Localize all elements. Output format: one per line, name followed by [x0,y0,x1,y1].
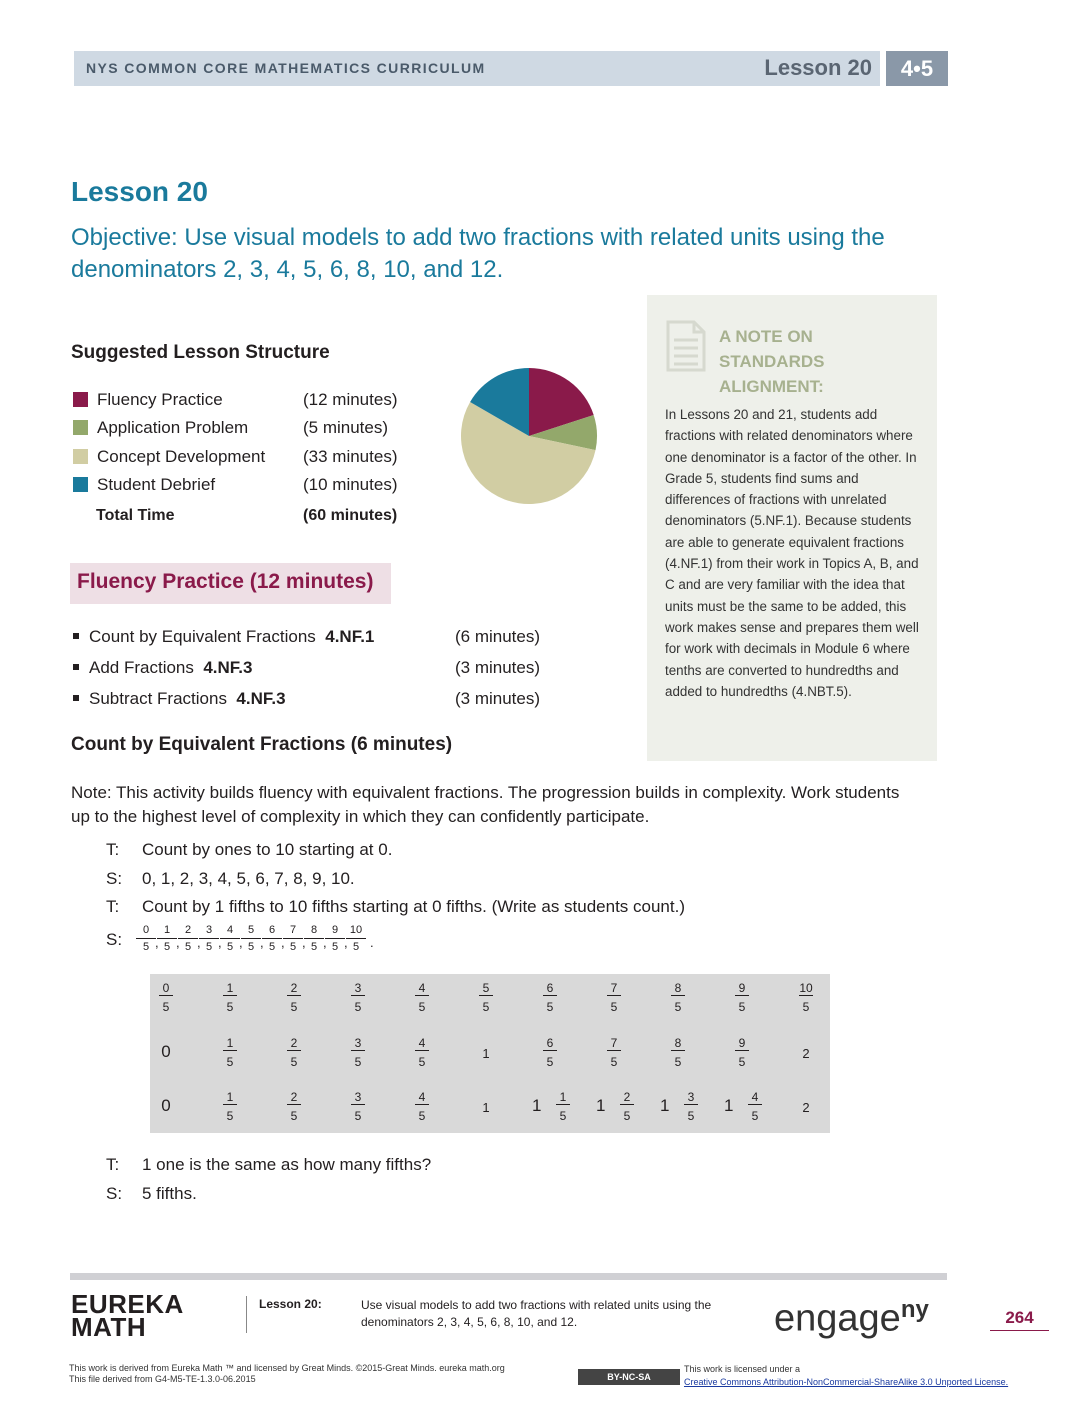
license-link[interactable]: Creative Commons Attribution-NonCommercial-ShareAlike 3.0 Unported License. [684,1377,1009,1387]
fraction: 8 5 [660,981,696,1014]
structure-item-time: (33 minutes) [303,447,398,466]
fraction: 4 5 [404,1036,440,1069]
fluency-item [73,656,252,680]
separator: , [344,935,348,950]
fraction: 2 5 [276,981,312,1014]
speaker: S: [106,869,123,888]
footer-lesson-description: Use visual models to add two fractions with related units using the denominators 2, 3, 4, 5, 6, 8, 10, and 12. [361,1298,712,1329]
standard-code: 4.NF.3 [236,689,286,708]
cc-license-badge: BY-NC-SA [578,1369,680,1385]
legend-swatch [73,392,88,407]
mixed-number-whole: 1 [596,1096,606,1115]
fraction: 10 5 [799,981,813,1014]
fraction: 4 5 [220,924,240,954]
structure-item [73,416,248,440]
note-body: In Lessons 20 and 21, students add fractions with related denominators where one denominator is a factor of the other. In Grade 5, students find sums and differences of fractions with unrelated denominators (5.NF.1). Because students are able to generate equivalent fractions (4.NF.1) from their work in Topics A, B, and C and are very familiar with the idea that units must be the same to be added, this work makes sense and prepares them well for work with decimals in Module 6 where tenths are converted to hundredths and added to hundredths (4.NBT.5). [665,407,919,699]
structure-heading: Suggested Lesson Structure [71,342,330,363]
fraction: 1 5 [545,1090,581,1123]
whole-number: 0 [161,1042,171,1061]
header-lesson: Lesson 20 [764,55,872,80]
fraction: 9 5 [724,1036,760,1069]
fraction: 0 5 [148,981,184,1014]
dialogue-text: 5 fifths. [142,1184,197,1203]
separator: , [302,935,306,950]
fluency-item [73,625,374,649]
fluency-item-time: (6 minutes) [455,627,541,646]
page-number: 264 [990,1308,1049,1331]
fraction: 6 5 [532,1036,568,1069]
legend-swatch [73,477,88,492]
activity-note: Note: This activity builds fluency with equivalent fractions. The progression builds in complexity. Work students up to the highest level of complexity in which they can confidently participate. [71,783,900,826]
separator: , [260,935,264,950]
fraction: 3 5 [199,924,219,954]
dialogue-text: 1 one is the same as how many fifths? [142,1155,432,1174]
fraction: 5 5 [468,981,504,1014]
standard-code: 4.NF.3 [203,658,253,677]
fraction: 6 5 [262,924,282,954]
whole-number: 0 [161,1096,171,1115]
license-text: This work is licensed under a [684,1364,801,1374]
objective: Objective: Use visual models to add two fractions with related units using the denominators 2, 3, 4, 5, 6, 8, 10, and 12. [71,224,885,283]
fraction: 9 5 [325,924,345,954]
dialogue-text: Count by ones to 10 starting at 0. [142,840,393,859]
fluency-item-label: Subtract Fractions [89,689,227,708]
fraction: 3 5 [340,1090,376,1123]
fluency-item-time: (3 minutes) [455,689,541,708]
total-time-value: (60 minutes) [303,507,398,524]
fraction: 1 5 [157,924,177,954]
whole-number: 1 [482,1046,490,1061]
fraction: 4 5 [404,1090,440,1123]
page-title: Lesson 20 [71,176,208,207]
dialogue-text: 0, 1, 2, 3, 4, 5, 6, 7, 8, 9, 10. [142,869,355,888]
fraction: 7 5 [596,981,632,1014]
structure-item-label: Fluency Practice [97,390,223,409]
dialogue-text: Count by 1 fifths to 10 fifths starting at 0 fifths. (Write as students count.) [142,897,685,916]
fraction: 3 5 [340,1036,376,1069]
mixed-number-whole: 1 [660,1096,670,1115]
fraction: 2 5 [609,1090,645,1123]
mixed-number-whole: 1 [724,1096,734,1115]
total-time-label: Total Time [96,507,175,524]
speaker: T: [106,897,120,916]
fraction: 2 5 [276,1090,312,1123]
separator: , [218,935,222,950]
document-icon [666,320,706,372]
structure-item [73,445,265,469]
fluency-item-label: Count by Equivalent Fractions [89,627,316,646]
copyright: This work is derived from Eureka Math ™ and licensed by Great Minds. ©2015-Great Minds. eureka math.org This file derived from G4-M5-TE-1.3.0-06.2015 [69,1363,505,1384]
fraction: 1 5 [212,981,248,1014]
footer-divider [246,1296,247,1333]
speaker: S: [106,1184,123,1203]
fraction: 4 5 [404,981,440,1014]
speaker: T: [106,840,120,859]
fluency-item-time: (3 minutes) [455,658,541,677]
structure-item [73,388,223,412]
section-heading: Count by Equivalent Fractions (6 minutes) [71,734,453,755]
separator: , [176,935,180,950]
separator: , [239,935,243,950]
standard-code: 4.NF.1 [325,627,375,646]
structure-item-time: (5 minutes) [303,418,389,437]
whole-number: 2 [802,1046,810,1061]
fluency-title: Fluency Practice (12 minutes) [77,570,374,593]
fraction: 3 5 [340,981,376,1014]
legend-swatch [73,420,88,435]
speaker: T: [106,1155,120,1174]
separator: . [370,935,374,950]
fraction: 2 5 [178,924,198,954]
fraction: 6 5 [532,981,568,1014]
fraction: 10 5 [346,924,366,954]
fraction: 3 5 [673,1090,709,1123]
lesson-structure-pie-chart [459,366,599,506]
footer-lesson-label: Lesson 20: [259,1297,322,1311]
fluency-item [73,687,286,711]
fraction: 9 5 [724,981,760,1014]
structure-item-time: (10 minutes) [303,475,398,494]
fraction: 8 5 [660,1036,696,1069]
separator: , [197,935,201,950]
speaker: S: [106,930,123,949]
structure-item [73,473,215,497]
separator: , [155,935,159,950]
note-title: A NOTE ON STANDARDS ALIGNMENT: [719,327,825,396]
eureka-math-logo: EUREKA MATH [71,1289,184,1342]
whole-number: 1 [482,1100,490,1115]
curriculum-title: NYS COMMON CORE MATHEMATICS CURRICULUM [86,60,486,76]
whole-number: 2 [802,1100,810,1115]
engageny-logo: engage$^{ny}$ [774,1296,929,1340]
module-badge: 4•5 [886,51,948,86]
fraction: 7 5 [283,924,303,954]
structure-item-label: Student Debrief [97,475,216,494]
fraction: 1 5 [212,1090,248,1123]
separator: , [281,935,285,950]
footer-bar [70,1273,947,1280]
structure-item-label: Application Problem [97,418,249,437]
mixed-number-whole: 1 [532,1096,542,1115]
fraction: 4 5 [737,1090,773,1123]
fluency-item-label: Add Fractions [89,658,194,677]
structure-item-time: (12 minutes) [303,390,398,409]
fraction: 8 5 [304,924,324,954]
separator: , [323,935,327,950]
fraction: 5 5 [241,924,261,954]
fraction: 7 5 [596,1036,632,1069]
bullet-icon [73,633,79,639]
bullet-icon [73,664,79,670]
fraction: 2 5 [276,1036,312,1069]
fraction: 1 5 [212,1036,248,1069]
structure-item-label: Concept Development [97,447,266,466]
legend-swatch [73,449,88,464]
bullet-icon [73,695,79,701]
fraction: 0 5 [136,924,156,954]
